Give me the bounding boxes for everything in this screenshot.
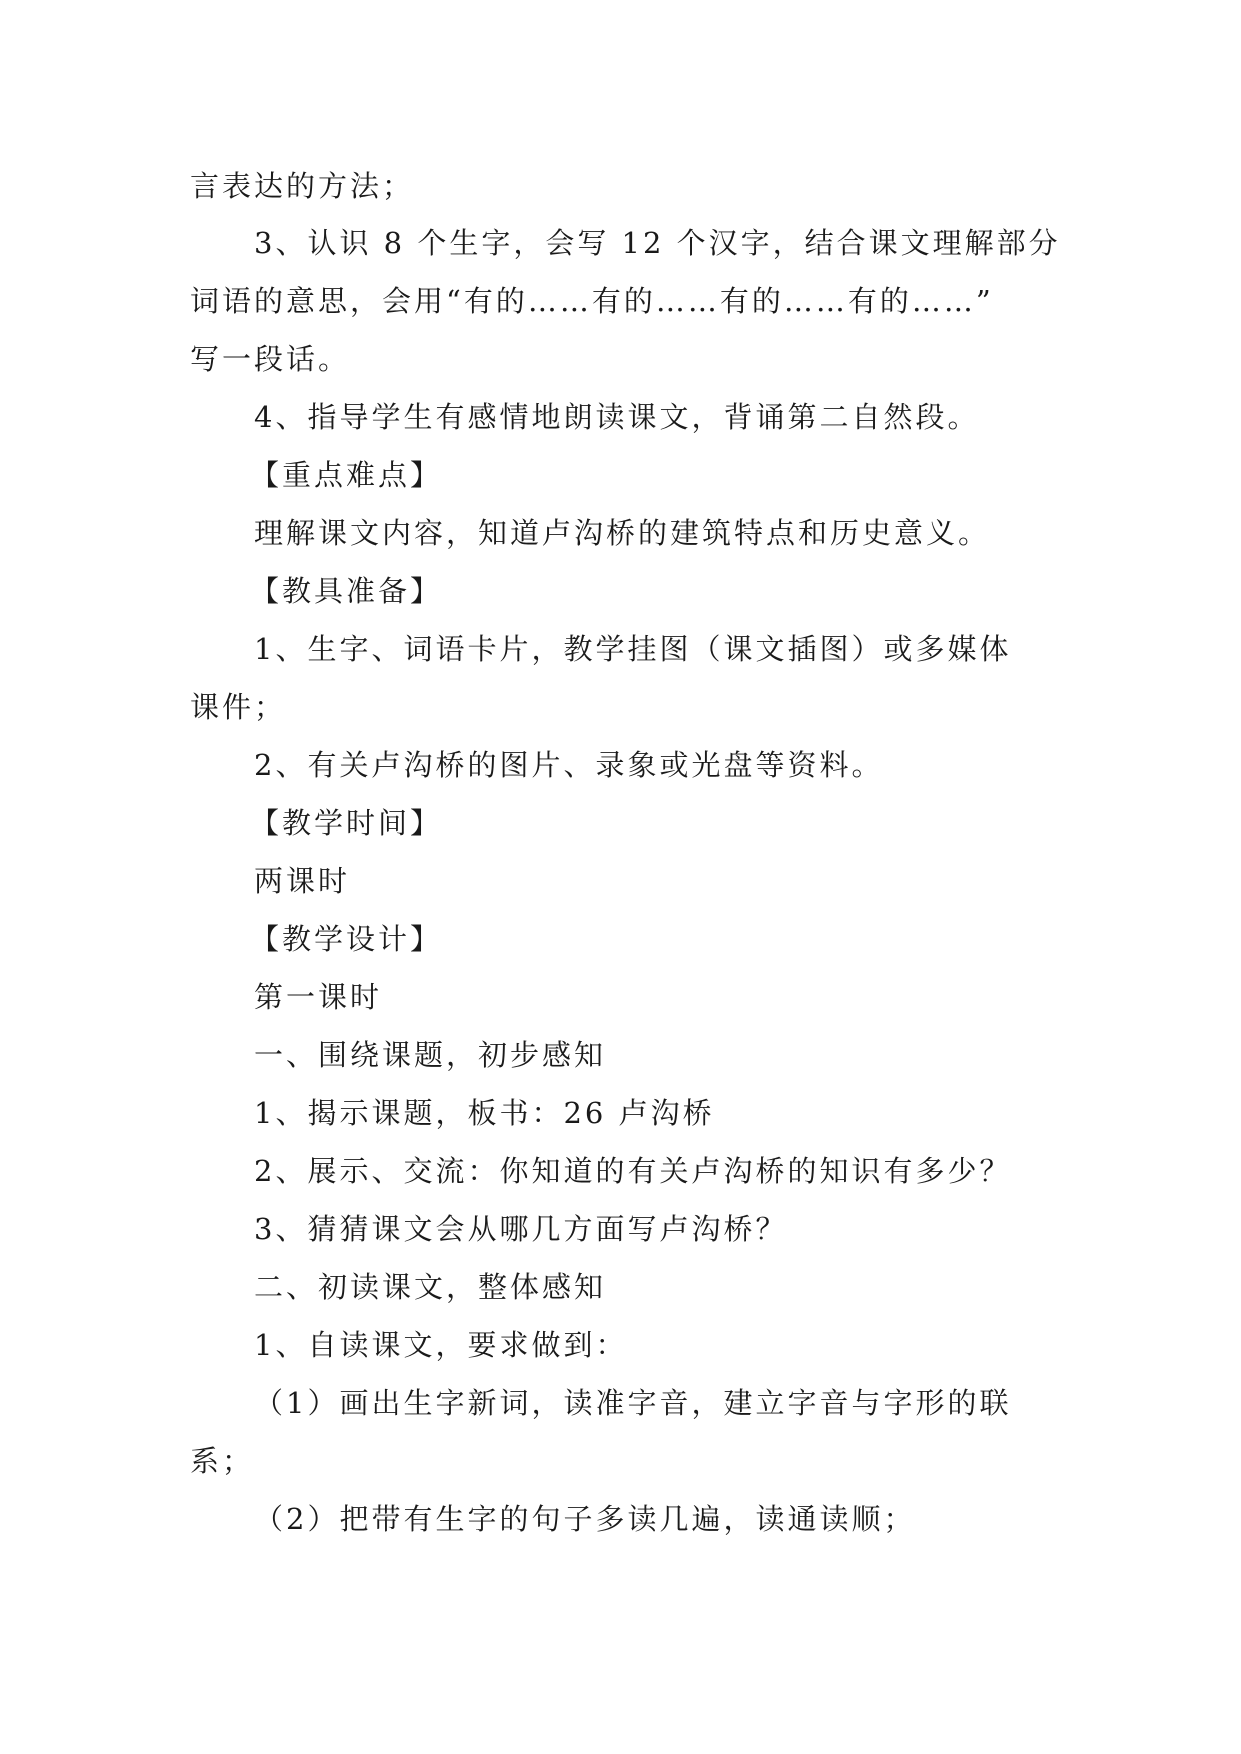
text-line: 1、生字、词语卡片，教学挂图（课文插图）或多媒体	[254, 632, 1012, 666]
section-heading: 【教学时间】	[250, 806, 443, 840]
section-heading: 【教学设计】	[250, 922, 443, 956]
text-line: 二、初读课文，整体感知	[254, 1270, 607, 1304]
text-line: 写一段话。	[190, 342, 351, 376]
text-line: 1、揭示课题，板书：26 卢沟桥	[254, 1096, 715, 1130]
text-line: 系；	[190, 1444, 255, 1478]
text-line: 3、猜猜课文会从哪几方面写卢沟桥？	[254, 1212, 788, 1246]
text-line: 2、有关卢沟桥的图片、录象或光盘等资料。	[254, 748, 884, 782]
text-line: 4、指导学生有感情地朗读课文，背诵第二自然段。	[254, 400, 980, 434]
text-line: 理解课文内容，知道卢沟桥的建筑特点和历史意义。	[254, 516, 991, 550]
text-line: （2）把带有生字的句子多读几遍，读通读顺；	[254, 1502, 916, 1536]
text-line: 第一课时	[254, 980, 383, 1014]
text-line: 3、认识 8 个生字，会写 12 个汉字，结合课文理解部分	[254, 226, 1061, 260]
text-line: （1）画出生字新词，读准字音，建立字音与字形的联	[254, 1386, 1012, 1420]
text-line: 一、围绕课题，初步感知	[254, 1038, 607, 1072]
section-heading: 【教具准备】	[250, 574, 443, 608]
text-line: 课件；	[190, 690, 287, 724]
text-line: 两课时	[254, 864, 351, 898]
section-heading: 【重点难点】	[250, 458, 443, 492]
text-line: 词语的意思，会用“有的……有的……有的……有的……”	[190, 284, 994, 318]
text-line: 2、展示、交流：你知道的有关卢沟桥的知识有多少？	[254, 1154, 1012, 1188]
text-line: 1、自读课文，要求做到：	[254, 1328, 628, 1362]
text-line: 言表达的方法；	[190, 169, 415, 203]
